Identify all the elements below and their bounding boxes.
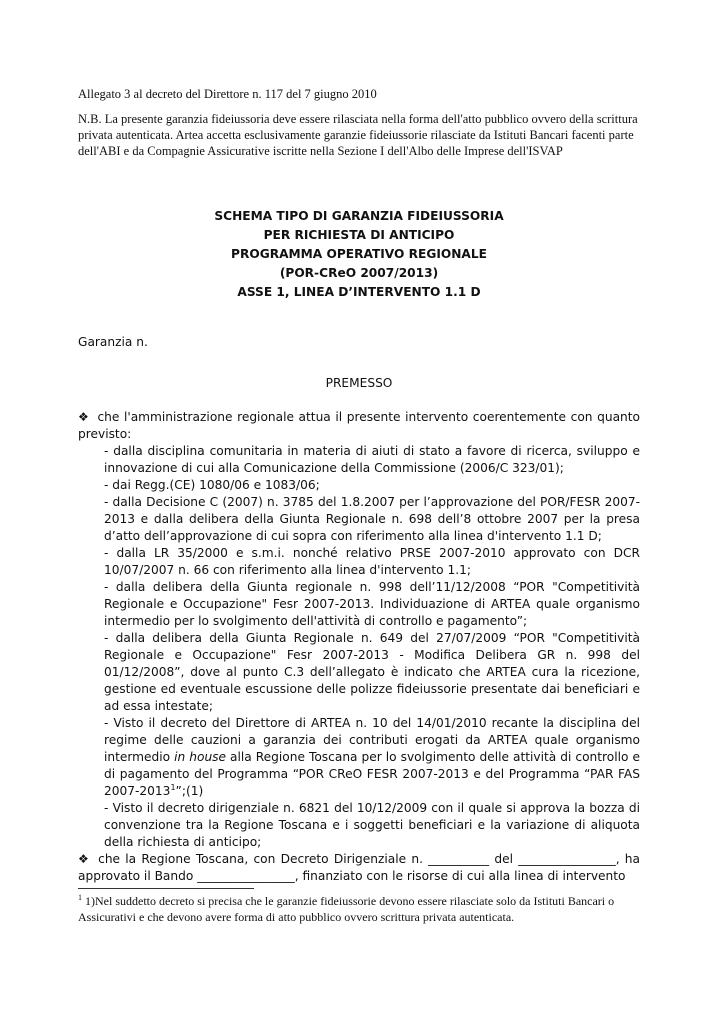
artea-item-part-b: alla Regione Toscana per lo svolgimento delle attività di controllo e di pagamento del Programma “POR CReO FESR 2007-2013 e del Programma “PAR FAS 2007-2013 [104,750,640,798]
list-item: - dalla delibera della Giunta Regionale n. 649 del 27/07/2009 “POR "Competitività Regionale e Occupazione" Fesr 2007-2013 - Modifica Delibera GR n. 998 del 01/12/2008”, dove al punto C.3 dell’allegato è indicato che ARTEA cura la ricezione, gestione ed eventuale escussione delle polizze fideiussorie presentate dai beneficiari e ad essa intestate; [104,631,640,713]
diamond-bullet-icon: ❖ [78,410,90,424]
list-item: - dalla delibera della Giunta regionale n. 998 dell’11/12/2008 “POR "Competitività Regionale e Occupazione" Fesr 2007-2013. Individuazione di ARTEA quale organismo intermedio per lo svolgimento dell'attività di controllo e pagamento”; [104,580,640,628]
list-item: - dai Regg.(CE) 1080/06 e 1083/06; [104,478,320,492]
title-line-2: PER RICHIESTA DI ANTICIPO [263,228,455,242]
artea-item-italic: in house [174,750,227,764]
title-line-1: SCHEMA TIPO DI GARANZIA FIDEIUSSORIA [214,209,504,223]
list-item: - dalla Decisione C (2007) n. 3785 del 1.8.2007 per l’approvazione del POR/FESR 2007-2013 e dalla delibera della Giunta Regionale n. 698 dell’8 ottobre 2007 per la presa d’atto dell’approvazione di cui sopra con riferimento alla linea d'intervento 1.1 D; [104,495,640,543]
list-item: - dalla disciplina comunitaria in materia di aiuti di stato a favore di ricerca, sviluppo e innovazione di cui alla Comunicazione della Commissione (2006/C 323/01); [104,444,640,475]
title-line-4: (POR-CReO 2007/2013) [279,266,439,280]
nb-paragraph: N.B. La presente garanzia fideiussoria deve essere rilasciata nella forma dell'atto pubblico ovvero della scrittura privata autenticata. Artea accetta esclusivamente garanzie fideiussorie rilasciate da Istituti Bancari facenti parte dell'ABI e da Compagnie Assicurative iscritte nella Sezione I dell'Albo delle Imprese dell'ISVAP [78,112,638,158]
diamond-bullet-icon: ❖ [78,852,91,866]
footnote-number: 1 [78,893,82,902]
list-item [104,715,640,800]
list-item: - Visto il decreto dirigenziale n. 6821 del 10/12/2009 con il quale si approva la bozza di convenzione tra la Regione Toscana e i soggetti beneficiari e la variazione di aliquota della richiesta di anticipo; [104,801,640,849]
footnote-ref: 1 [170,782,176,792]
footnote-text: 1)Nel suddetto decreto si precisa che le garanzie fideiussorie devono essere rilasciate solo da Istituti Bancari o Assicurativi e che devono avere forma di atto pubblico ovvero scrittura privata autenticata. [78,894,615,924]
artea-item-part-a: - Visto il decreto del Direttore di ARTEA n. 10 del 14/01/2010 recante la disciplina del regime delle cauzioni a garanzia dei contributi erogati da ARTEA quale organismo intermedio [104,716,640,764]
bullet-2-text: che la Regione Toscana, con Decreto Dirigenziale n. __________ del ________________, ha approvato il Bando ________________, finanziato con le risorse di cui alla linea di intervento [78,852,641,883]
list-item: - dalla LR 35/2000 e s.m.i. nonché relativo PRSE 2007-2010 approvato con DCR 10/07/2007 n. 66 con riferimento alla linea d'intervento 1.1; [104,546,640,577]
title-line-5: ASSE 1, LINEA D’INTERVENTO 1.1 D [237,285,481,299]
premesso-heading: PREMESSO [325,376,393,390]
artea-item-part-c: ”;(1) [175,784,204,798]
footnote-divider [78,888,254,889]
bullet-2 [78,851,640,885]
allegato-line: Allegato 3 al decreto del Direttore n. 117 del 7 giugno 2010 [78,87,377,101]
bullet-1 [78,409,640,443]
footnote [78,893,640,925]
bullet-1-list [104,443,640,851]
bullet-1-text: che l'amministrazione regionale attua il presente intervento coerentemente con quanto previsto: [78,410,640,441]
document-title [78,207,640,302]
garanzia-number: Garanzia n. [78,335,148,349]
title-line-3: PROGRAMMA OPERATIVO REGIONALE [231,247,487,261]
